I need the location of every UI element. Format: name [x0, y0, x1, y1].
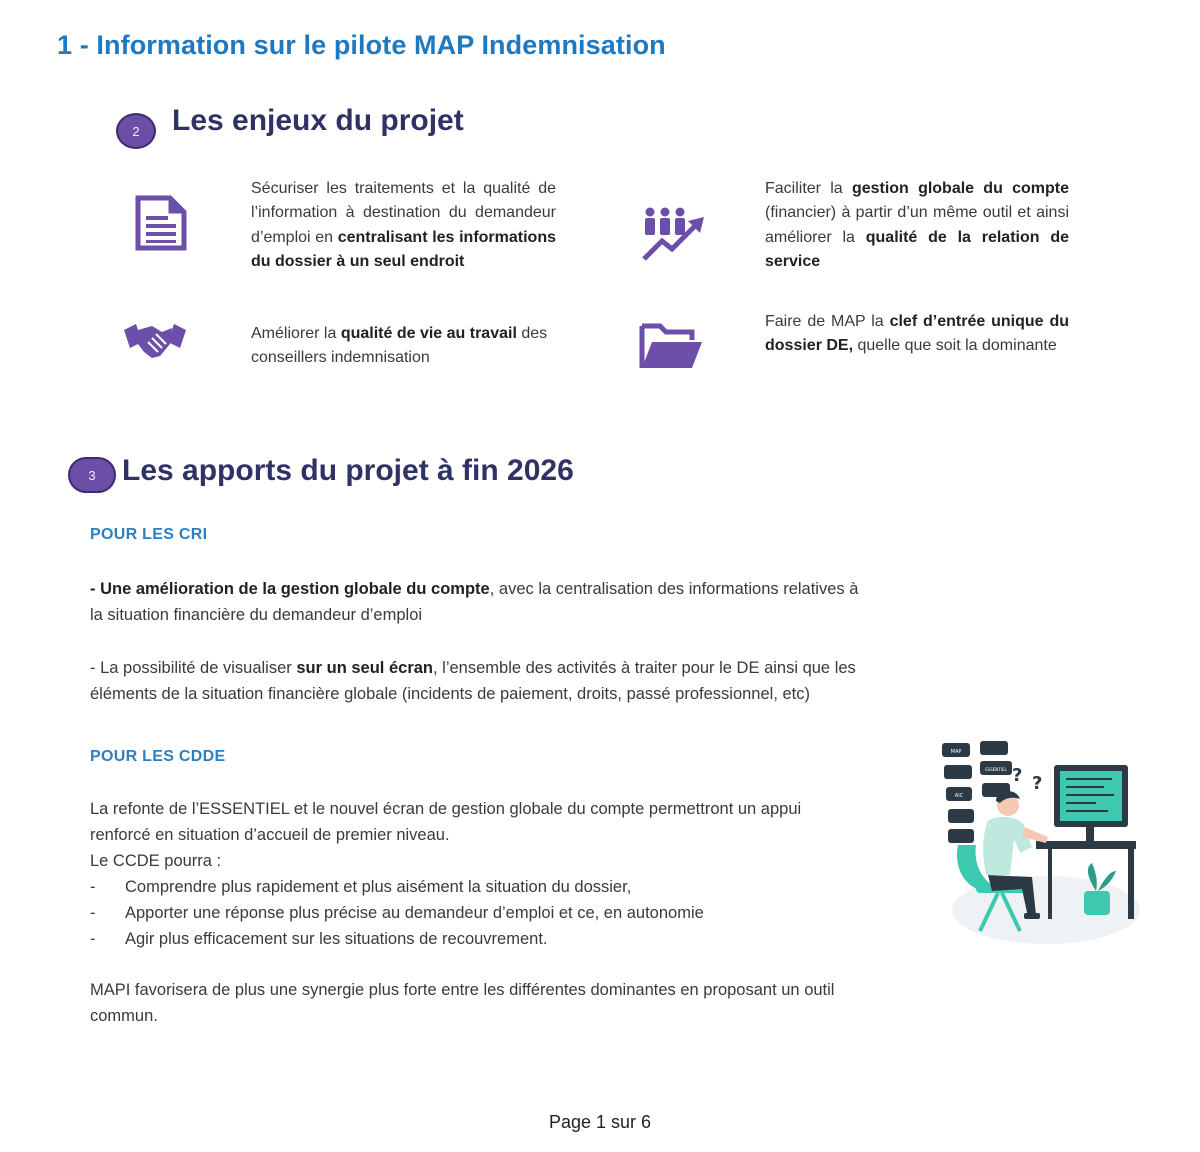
- bullet-text: Apporter une réponse plus précise au demandeur d’emploi et ce, en autonomie: [125, 904, 704, 922]
- enjeu-text-securiser: [251, 177, 556, 275]
- subheading-cdde: POUR LES CDDE: [90, 748, 226, 765]
- list-item: [90, 874, 890, 900]
- cri-p1-line1: [90, 576, 1050, 602]
- cri-paragraph-1: [90, 576, 1050, 628]
- section-number-badge: 2: [116, 113, 156, 149]
- enjeu-text-bold: centralisant les informations du dossier à un seul endroit: [251, 228, 556, 271]
- cdde-intro-line1: La refonte de l’ESSENTIEL et le nouvel écran de gestion globale du compte permettront un appui: [90, 800, 802, 818]
- cri-p2-pre: - La possibilité de visualiser: [90, 659, 297, 677]
- question-mark-icon: ?: [1032, 773, 1043, 794]
- bullet-marker: -: [90, 878, 96, 896]
- cdde-outro-line2: commun.: [90, 1007, 158, 1025]
- section-title-enjeux: Les enjeux du projet: [172, 104, 464, 137]
- cri-p2-rest: , l’ensemble des activités à traiter pour le DE ainsi que les: [433, 659, 856, 677]
- bullet-marker: -: [90, 930, 96, 948]
- enjeu-text-part: quelle que soit la dominante: [853, 337, 1057, 355]
- folder-icon: [638, 316, 704, 378]
- list-item: [90, 900, 890, 926]
- cdde-outro: [90, 977, 1050, 1029]
- enjeu-text-part: Sécuriser les traitements et la qualité de l’information à destination du demandeur d’emploi en: [251, 180, 556, 246]
- document-icon: [128, 192, 194, 254]
- bullet-marker: -: [90, 904, 96, 922]
- person-at-computer-illustration: [936, 735, 1140, 950]
- cri-paragraph-2: [90, 655, 1050, 707]
- list-item: [90, 926, 890, 952]
- enjeu-text-part: des conseillers indemnisation: [251, 325, 548, 367]
- tag-label: MAP: [950, 749, 962, 755]
- enjeu-text-part: Faire de MAP la: [765, 313, 890, 330]
- cdde-intro-line2: renforcé en situation d’accueil de premier niveau.: [90, 826, 450, 844]
- page-title: 1 - Information sur le pilote MAP Indemnisation: [57, 30, 666, 60]
- enjeu-text-part: Améliorer la: [251, 325, 341, 342]
- cri-p1-bold: - Une amélioration de la gestion globale du compte: [90, 580, 490, 598]
- cri-p1-rest: , avec la centralisation des informations relatives à: [489, 580, 859, 598]
- growth-people-icon: [640, 203, 706, 265]
- cri-p2-line1: [90, 655, 1050, 681]
- handshake-icon: [122, 312, 188, 374]
- enjeu-text-part: Faciliter la: [765, 180, 852, 197]
- cri-p2-bold: sur un seul écran: [296, 659, 433, 677]
- bullet-text: Comprendre plus rapidement et plus aisément la situation du dossier,: [125, 878, 632, 896]
- enjeu-text-faire: [765, 310, 1069, 359]
- enjeu-text-bold: qualité de la relation de service: [765, 228, 1069, 271]
- subheading-cri: POUR LES CRI: [90, 526, 208, 543]
- tag-label: ESSENTIEL: [985, 767, 1007, 772]
- page-number-footer: Page 1 sur 6: [548, 1112, 652, 1132]
- enjeu-text-faciliter: [765, 177, 1069, 275]
- tag-label: AIC: [954, 793, 964, 799]
- bullet-text: Agir plus efficacement sur les situations de recouvrement.: [125, 930, 548, 948]
- enjeu-text-bold: clef d’entrée unique du dossier DE,: [765, 313, 1069, 355]
- enjeu-text-ameliorer: [251, 322, 561, 371]
- cri-p2-line2: éléments de la situation financière globale (incidents de paiement, droits, passé professionnel, etc): [90, 685, 810, 703]
- cdde-intro-line3: Le CCDE pourra :: [90, 852, 222, 870]
- enjeu-text-bold: qualité de vie au travail: [340, 325, 517, 342]
- section-number-badge: 3: [68, 457, 116, 493]
- cri-p1-line2: la situation financière du demandeur d’emploi: [90, 606, 423, 624]
- question-mark-icon: ?: [1012, 765, 1023, 786]
- section-title-apports: Les apports du projet à fin 2026: [122, 454, 574, 487]
- cdde-intro: [90, 796, 930, 874]
- enjeu-text-bold: gestion globale du compte: [851, 180, 1069, 197]
- enjeu-text-part: (financier) à partir d’un même outil et ainsi améliorer la: [765, 204, 1069, 246]
- cdde-outro-line1: MAPI favorisera de plus une synergie plus forte entre les différentes dominantes en proposant un outil: [90, 981, 835, 999]
